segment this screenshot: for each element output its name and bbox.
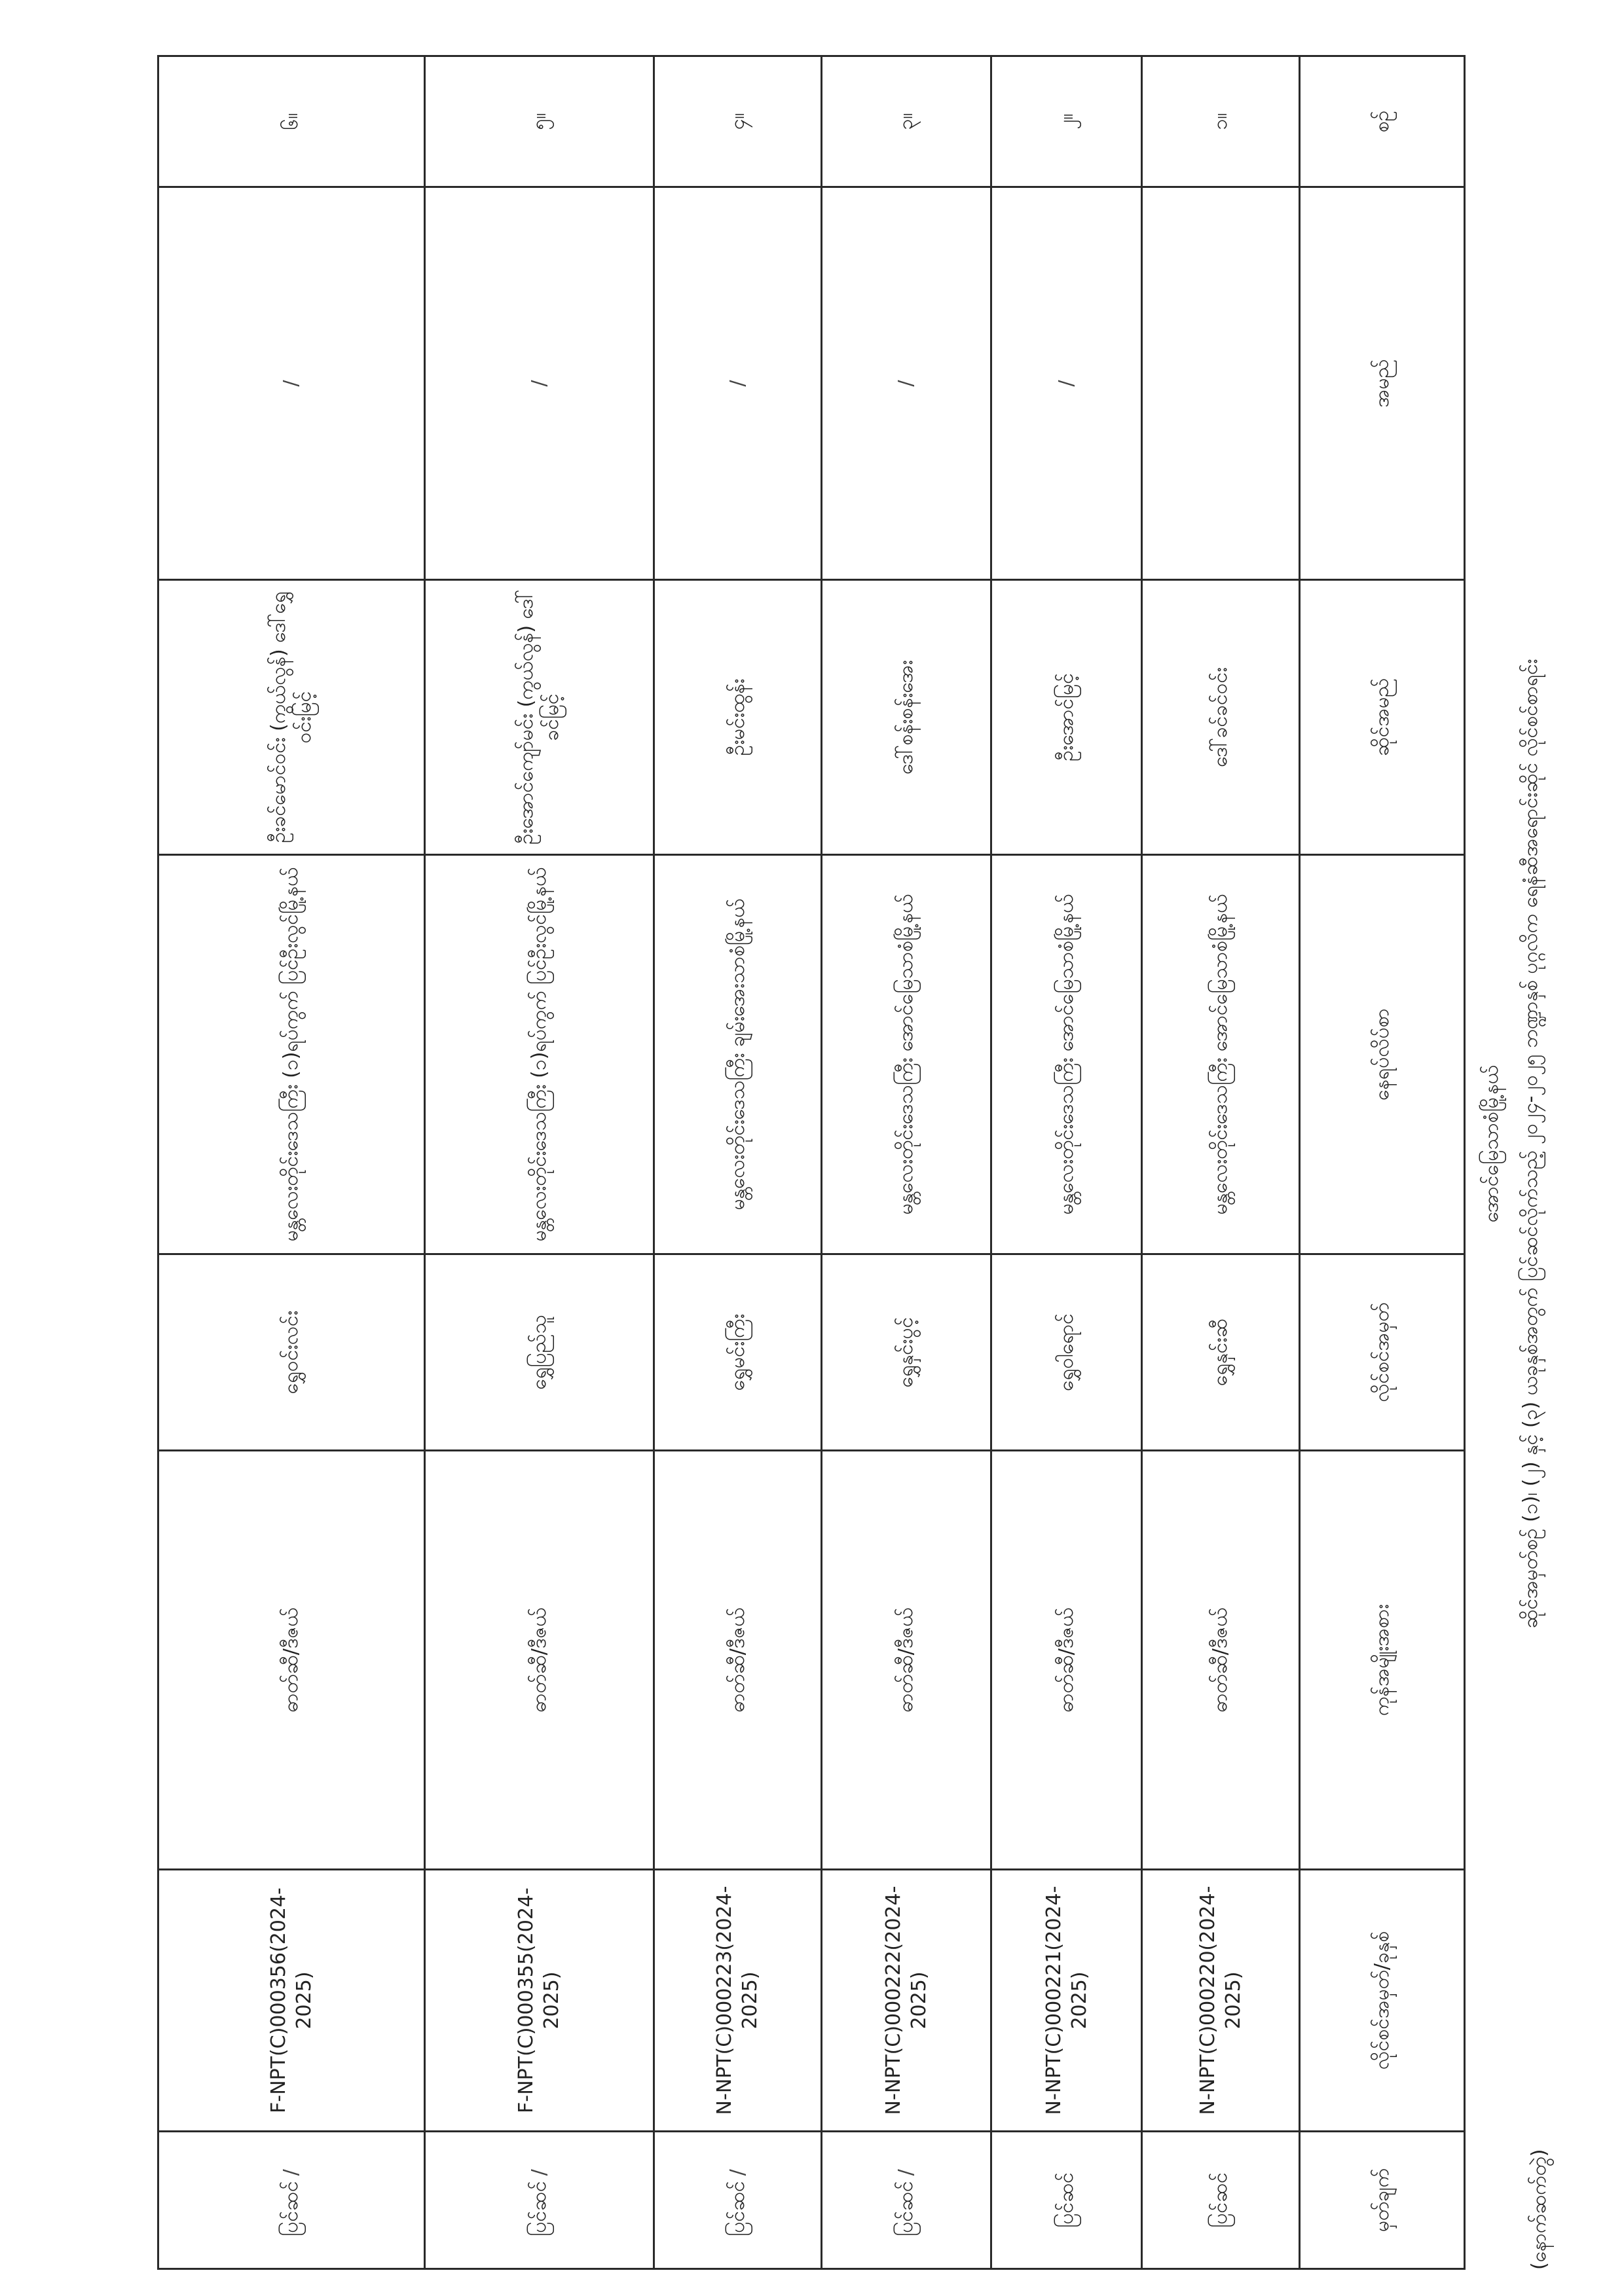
- table-row: [654, 56, 821, 2269]
- header-license: လိုင်စင်အမှတ်: [1299, 1254, 1464, 1451]
- cell-product: ဓာတ်ဆီ/ဒီဇယ်: [424, 1451, 654, 1870]
- header-name: အမည်: [1299, 187, 1464, 580]
- cell-remark: ပြင်ဆင်/: [654, 2132, 821, 2269]
- annotation-label: (နောက်ဆက်တွဲ): [1528, 2149, 1551, 2270]
- cell-no: ၅။: [424, 56, 654, 187]
- cell-shop: ရွှေနှင်းဆီ: [1141, 1254, 1299, 1451]
- cell-no: ၃။: [821, 56, 991, 187]
- cell-product: ဓာတ်ဆီ/ဒီဇယ်: [991, 1451, 1142, 1870]
- table-row: [1141, 56, 1299, 2269]
- cell-remark: ပြင်ဆင်/: [158, 2132, 425, 2269]
- cell-no: ၆။: [158, 56, 425, 187]
- header-product: ကုန်အမျိုးအစား: [1299, 1451, 1464, 1870]
- cell-license: N-NPT(C)000223(2024-2025): [654, 1870, 821, 2132]
- header-shop: ဆိုင်အမည်: [1299, 580, 1464, 855]
- cell-product: ဓာတ်ဆီ/ဒီဇယ်: [821, 1451, 991, 1870]
- table-header-row: [1299, 56, 1464, 2269]
- cell-name-cont: /: [991, 187, 1142, 580]
- table-row: [821, 56, 991, 2269]
- cell-shop: ရွှေနှင်းပွင့်: [821, 1254, 991, 1451]
- cell-no: ၁။: [1141, 56, 1299, 187]
- cell-name: ဦးမင်းထွန်း: [654, 580, 821, 855]
- license-register-table: [157, 55, 1466, 2270]
- cell-name-cont: [1141, 187, 1299, 580]
- header-no: စဉ်: [1299, 56, 1464, 187]
- cell-name: ဒေါ်ခင်ခင်ဝင်း: [1141, 580, 1299, 855]
- cell-name: ဦးခင်မောင်ဝင်း (ကွယ်လွန်) ဒေါ်ရွှေဝင်းမြင့်: [158, 580, 425, 855]
- header-remark: မှတ်ချက်: [1299, 2132, 1464, 2269]
- cell-license: N-NPT(C)000222(2024-2025): [821, 1870, 991, 2132]
- cell-license: N-NPT(C)000221(2024-2025): [991, 1870, 1142, 2132]
- cell-license: F-NPT(C)000355(2024-2025): [424, 1870, 654, 2132]
- cell-name-cont: /: [424, 187, 654, 580]
- cell-product: ဓာတ်ဆီ/ဒီဇယ်: [654, 1451, 821, 1870]
- cell-address: မန္တလေးတိုင်းဒေသကြီး အောင်မြေသာစံမြို့နယ်: [991, 855, 1142, 1254]
- cell-name: ဒေါ်စန်းစန်းအေး: [821, 580, 991, 855]
- header-license-year: လိုင်စင်အမှတ်/ခုနှစ်: [1299, 1870, 1464, 2132]
- document-subtitle: အောင်မြေသာစံမြို့နယ်: [1480, 1065, 1503, 1223]
- cell-remark: ပြင်ဆင်: [1141, 2132, 1299, 2269]
- cell-license: F-NPT(C)000356(2024-2025): [158, 1870, 425, 2132]
- header-address: နေရပ်လိပ်စာ: [1299, 855, 1464, 1254]
- cell-address: မန္တလေးတိုင်းဒေသကြီး ချမ်းအေးသာစံမြို့နယ်: [654, 855, 821, 1254]
- cell-shop: ရွှေဝင်းလင်း: [158, 1254, 425, 1451]
- cell-address: မန္တလေးတိုင်းဒေသကြီး အောင်မြေသာစံမြို့နယ်: [1141, 855, 1299, 1254]
- cell-address: မန္တလေးတိုင်းဒေသကြီး အောင်မြေသာစံမြို့နယ်: [821, 855, 991, 1254]
- cell-address: မန္တလေးတိုင်းဒေသကြီး (၁)ရပ်ကွက် ပြင်ဦးလွင်မြို့နယ်: [424, 855, 654, 1254]
- cell-shop: ရွှေပြည်သူ: [424, 1254, 654, 1451]
- table-row: [424, 56, 654, 2269]
- cell-name: ဦးအောင်မြင့်: [991, 580, 1142, 855]
- cell-shop: ရွှေဝါရောင်: [991, 1254, 1142, 1451]
- cell-address: မန္တလေးတိုင်းဒေသကြီး (၁)ရပ်ကွက် ပြင်ဦးလွင်မြို့နယ်: [158, 855, 425, 1254]
- cell-shop: ရွှေမင်းကြီး: [654, 1254, 821, 1451]
- cell-no: ၂။: [991, 56, 1142, 187]
- cell-remark: ပြင်ဆင်: [991, 2132, 1142, 2269]
- cell-name-cont: /: [821, 187, 991, 580]
- cell-name-cont: /: [158, 187, 425, 580]
- cell-remark: ပြင်ဆင်/: [424, 2132, 654, 2269]
- cell-product: ဓာတ်ဆီ/ဒီဇယ်: [158, 1451, 425, 1870]
- cell-no: ၄။: [654, 56, 821, 187]
- cell-license: N-NPT(C)000220(2024-2025): [1141, 1870, 1299, 2132]
- table-row: [158, 56, 425, 2269]
- cell-name: ဦးအောင်ကျော်မင်း (ကွယ်လွန်) ဒေါ်ခင်မြင့်: [424, 580, 654, 855]
- table-row: [991, 56, 1142, 2269]
- cell-remark: ပြင်ဆင်/: [821, 2132, 991, 2269]
- cell-product: ဓာတ်ဆီ/ဒီဇယ်: [1141, 1451, 1299, 1870]
- cell-name-cont: /: [654, 187, 821, 580]
- document-title: ဆိုင်အမှတ်စဉ် (၁)၊ (၂) နှင့် (၃) ယခုနှစ်အတွက် ပြင်ဆင်လိုက်သည့် ၂၀၂၄-၂၀၂၅ ဘဏ္ဍာနှစ် ပုဂ္ဂလိက ရေနံဆီအရောင်းဆိုင် လိုင်စင်စာရင်း: [1519, 659, 1542, 1629]
